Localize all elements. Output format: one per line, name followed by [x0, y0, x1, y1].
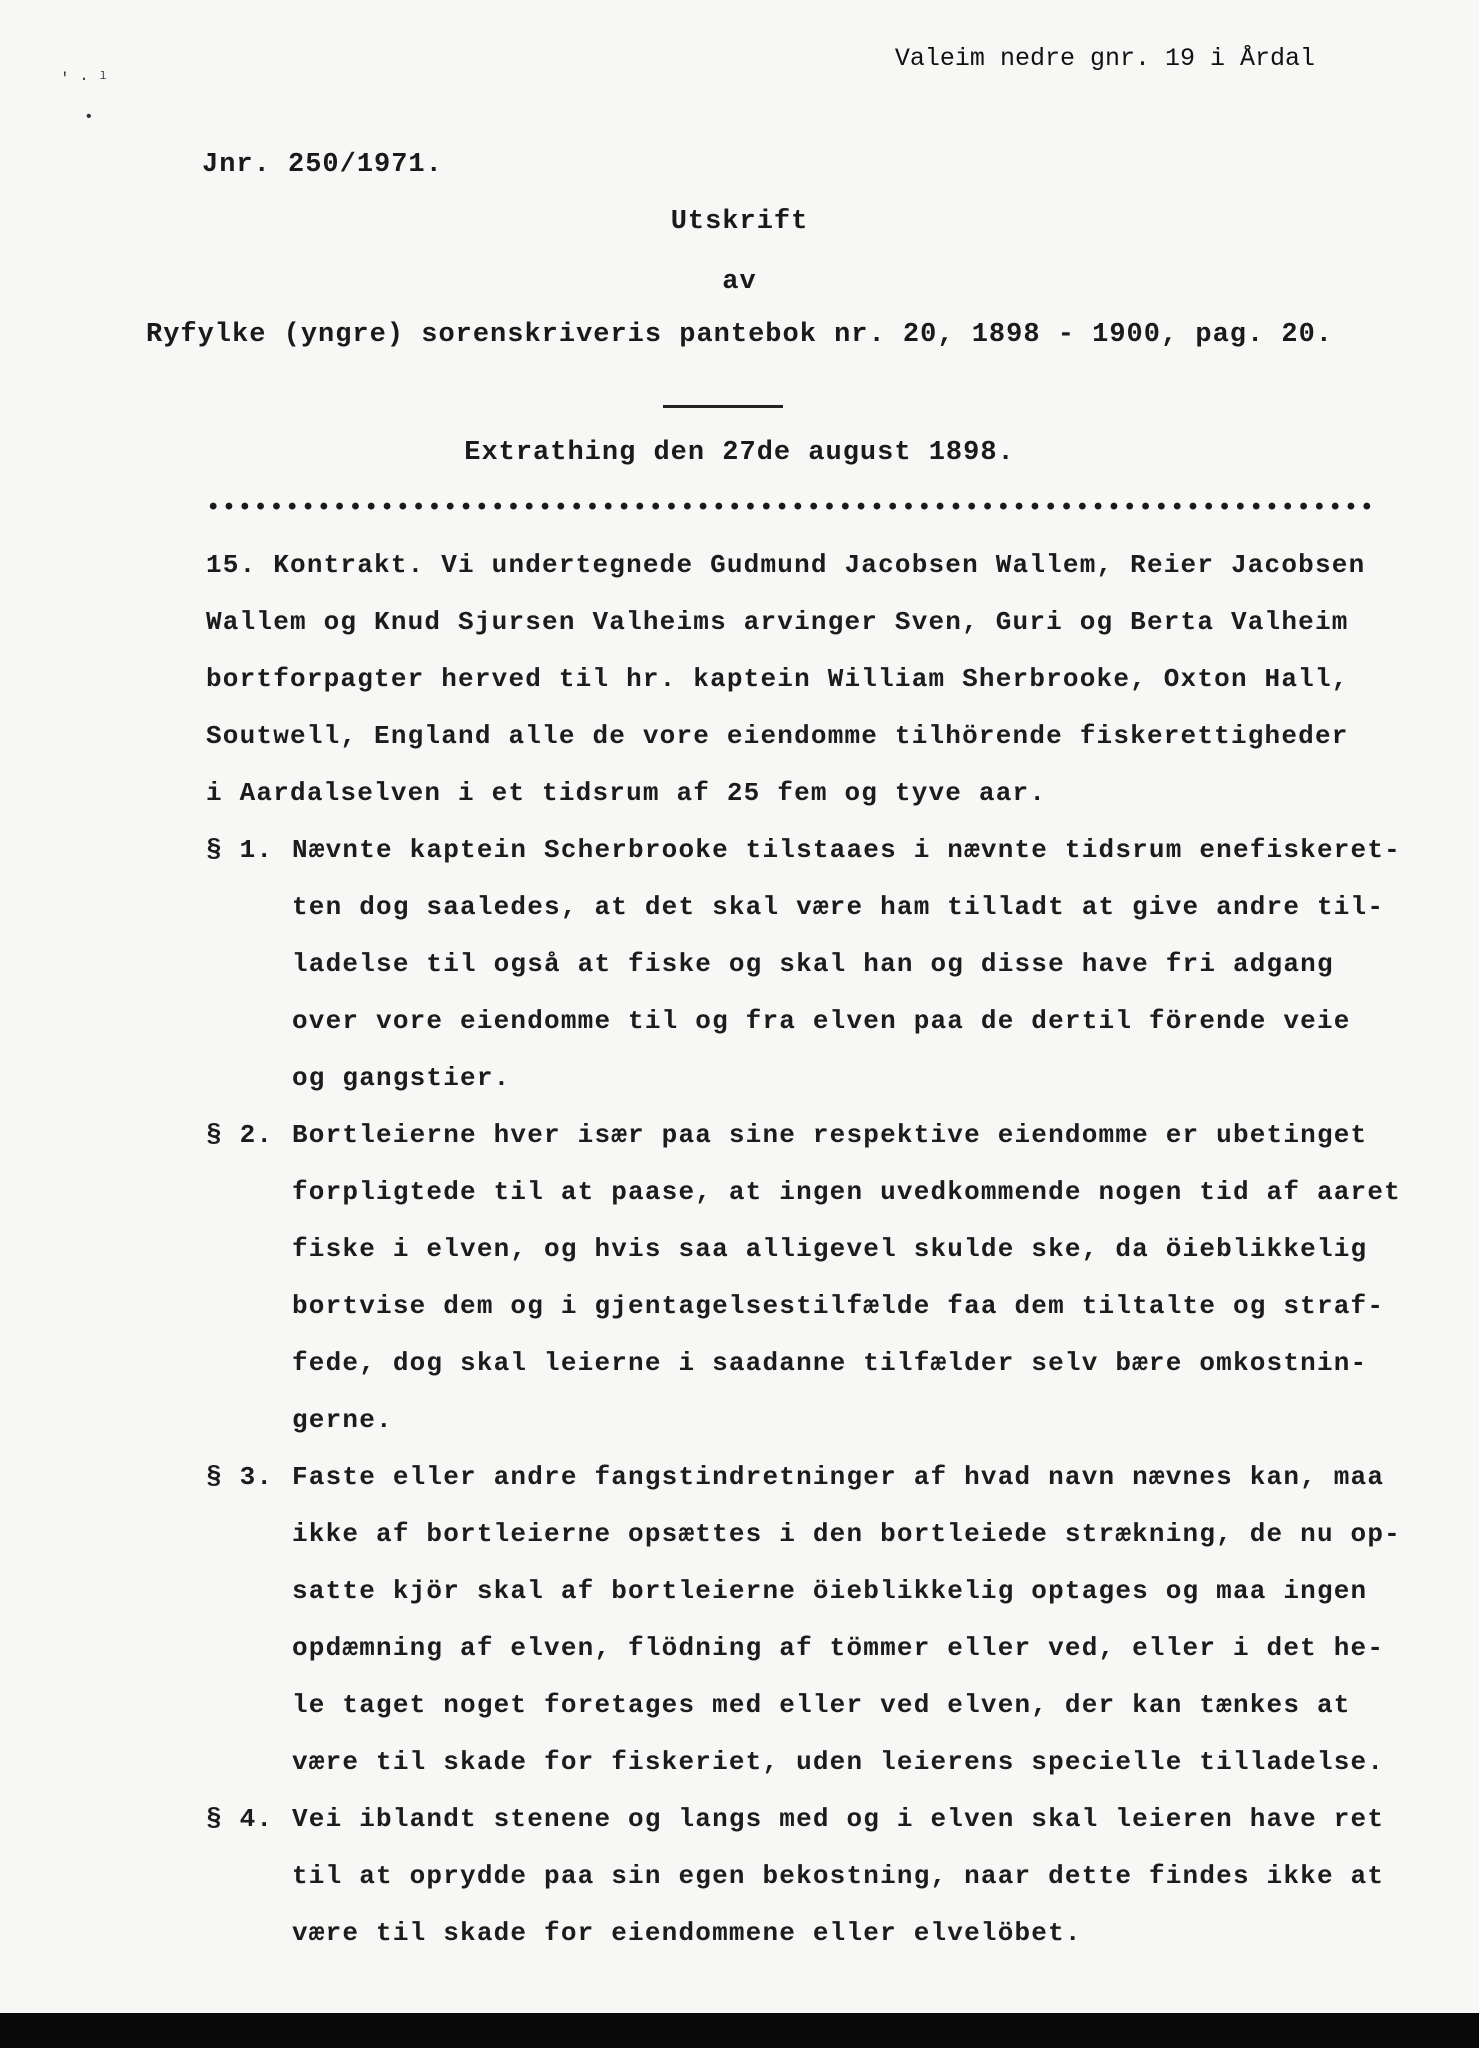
intro-line: bortforpagter herved til hr. kaptein William Sherbrooke, Oxton Hall, [206, 664, 1349, 694]
margin-mark: • [84, 108, 94, 126]
paragraph-line: fiske i elven, og hvis saa alligevel skulde ske, da öieblikkelig [292, 1234, 1368, 1264]
paragraph-line: gerne. [292, 1405, 393, 1435]
paragraph-line: forpligtede til at paase, at ingen uvedkommende nogen tid af aaret [292, 1177, 1401, 1207]
title-source: Ryfylke (yngre) sorenskriveris pantebok nr. 20, 1898 - 1900, pag. 20. [146, 320, 1333, 350]
intro-line: Wallem og Knud Sjursen Valheims arvinger Sven, Guri og Berta Valheim [206, 607, 1349, 637]
title-utskrift: Utskrift [670, 207, 809, 237]
paragraph-line: bortvise dem og i gjentagelsestilfælde faa dem tiltalte og straf- [292, 1291, 1385, 1321]
paragraph-line: Faste eller andre fangstindretninger af hvad navn nævnes kan, maa [292, 1462, 1385, 1492]
paragraph-line: og gangstier. [292, 1063, 511, 1093]
paragraph-line: til at oprydde paa sin egen bekostning, naar dette findes ikke at [292, 1861, 1385, 1891]
handwritten-note: Valeim nedre gnr. 19 i Årdal [894, 44, 1315, 73]
paragraph-line: Bortleierne hver især paa sine respektive eiendomme er ubetinget [292, 1120, 1368, 1150]
paragraph-number: § 3. [206, 1462, 274, 1492]
intro-line: 15. Kontrakt. Vi undertegnede Gudmund Jacobsen Wallem, Reier Jacobsen [206, 550, 1366, 580]
paragraph-line: være til skade for eiendommene eller elvelöbet. [292, 1918, 1082, 1948]
paragraph-line: le taget noget foretages med eller ved elven, der kan tænkes at [292, 1690, 1351, 1720]
title-rule [663, 405, 783, 408]
paragraph-line: Nævnte kaptein Scherbrooke tilstaaes i nævnte tidsrum enefiskeret- [292, 835, 1401, 865]
paragraph-number: § 2. [206, 1120, 274, 1150]
paragraph-line: være til skade for fiskeriet, uden leierens specielle tilladelse. [292, 1747, 1385, 1777]
paragraph-line: Vei iblandt stenene og langs med og i elven skal leieren have ret [292, 1804, 1385, 1834]
paragraph-line: ikke af bortleierne opsættes i den bortleiede strækning, de nu op- [292, 1519, 1401, 1549]
paragraph-line: ten dog saaledes, at det skal være ham tilladt at give andre til- [292, 892, 1385, 922]
dotted-separator: •••••••••••••••••••••••••••••••••••••••••••••••••••••••••••••••••••••••••• [206, 495, 1376, 522]
paragraph-line: satte kjör skal af bortleierne öieblikkelig optages og maa ingen [292, 1576, 1368, 1606]
intro-line: i Aardalselven i et tidsrum af 25 fem og tyve aar. [206, 778, 1047, 808]
paragraph-number: § 4. [206, 1804, 274, 1834]
meeting-heading: Extrathing den 27de august 1898. [464, 438, 1015, 468]
journal-number: Jnr. 250/1971. [202, 150, 443, 180]
title-av: av [722, 267, 757, 297]
paragraph-line: fede, dog skal leierne i saadanne tilfælder selv bære omkostnin- [292, 1348, 1368, 1378]
paragraph-line: ladelse til også at fiske og skal han og disse have fri adgang [292, 949, 1334, 979]
margin-mark: ' · ˡ [60, 70, 109, 88]
paragraph-number: § 1. [206, 835, 274, 865]
intro-line: Soutwell, England alle de vore eiendomme tilhörende fiskerettigheder [206, 721, 1349, 751]
paragraph-line: over vore eiendomme til og fra elven paa de dertil förende veie [292, 1006, 1351, 1036]
paragraph-line: opdæmning af elven, flödning af tömmer eller ved, eller i det he- [292, 1633, 1385, 1663]
